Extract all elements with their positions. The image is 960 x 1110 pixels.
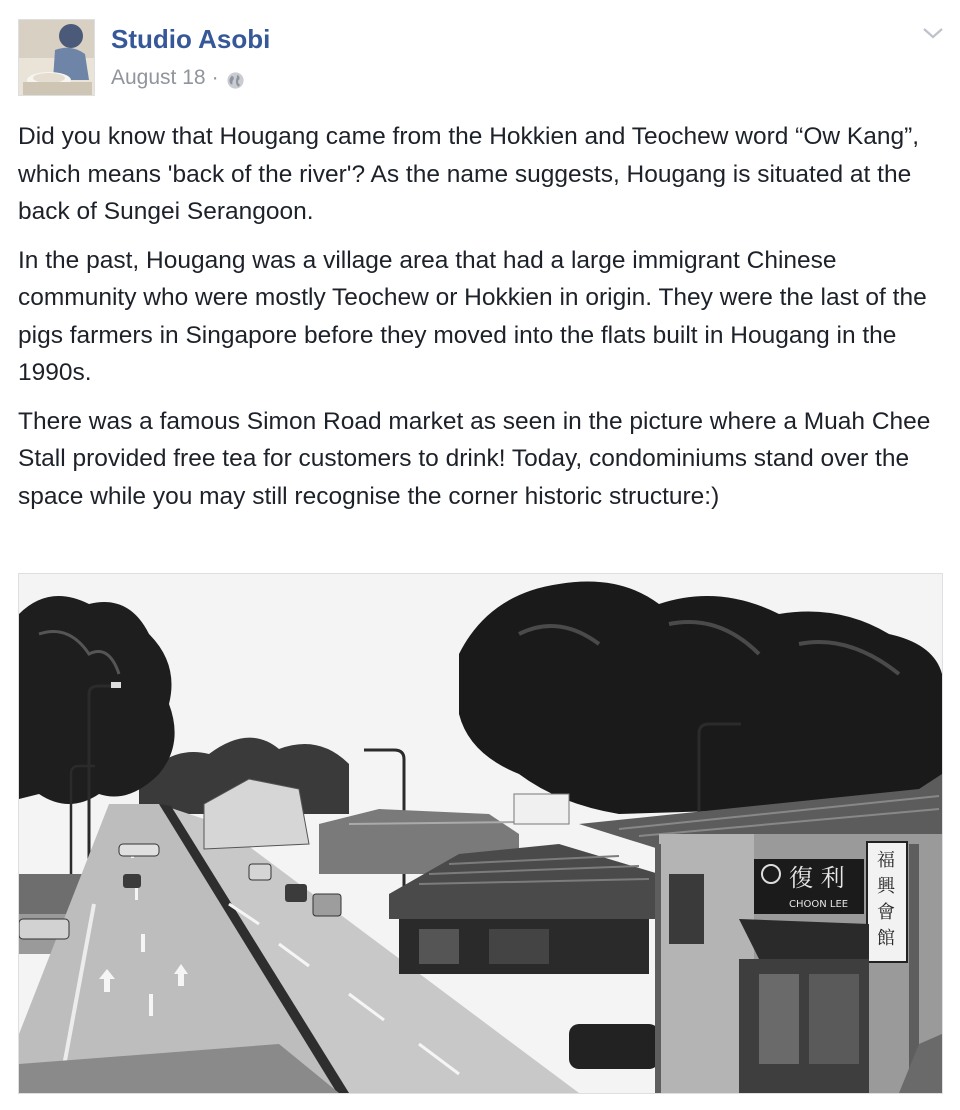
meta-separator: · <box>211 66 219 89</box>
globe-icon[interactable] <box>226 69 245 88</box>
post-meta <box>111 63 245 93</box>
post-text <box>18 118 948 526</box>
post-paragraph: In the past, Hougang was a village area that had a large immigrant Chinese community who were mostly Teochew or Hokkien in origin. They were the last of the pigs farmers in Singapore before they moved into the flats built in Hougang in the 1990s. <box>18 246 927 386</box>
post-date[interactable]: August 18 <box>111 66 206 89</box>
post-paragraph: There was a famous Simon Road market as seen in the picture where a Muah Chee Stall provided free tea for customers to drink! Today, condominiums stand over the space while you may still recognise the corner historic structure:) <box>18 407 931 510</box>
svg-text:福: 福 <box>877 850 895 871</box>
chevron-down-icon[interactable] <box>920 24 946 42</box>
svg-text:會: 會 <box>877 902 895 923</box>
avatar-image <box>19 20 95 96</box>
street-photo-illustration <box>19 574 942 1093</box>
svg-text:興: 興 <box>877 876 895 897</box>
svg-text:館: 館 <box>877 928 895 949</box>
svg-text:復 利: 復 利 <box>789 864 845 892</box>
post-photo[interactable] <box>18 573 943 1094</box>
post-paragraph: Did you know that Hougang came from the Hokkien and Teochew word “Ow Kang”, which means 'back of the river'? As the name suggests, Hougang is situated at the back of Sungei Serangoon. <box>18 123 920 225</box>
avatar[interactable] <box>18 19 95 96</box>
photo-sign-text: CHOON LEE <box>789 899 849 910</box>
author-name[interactable]: Studio Asobi <box>111 24 271 54</box>
